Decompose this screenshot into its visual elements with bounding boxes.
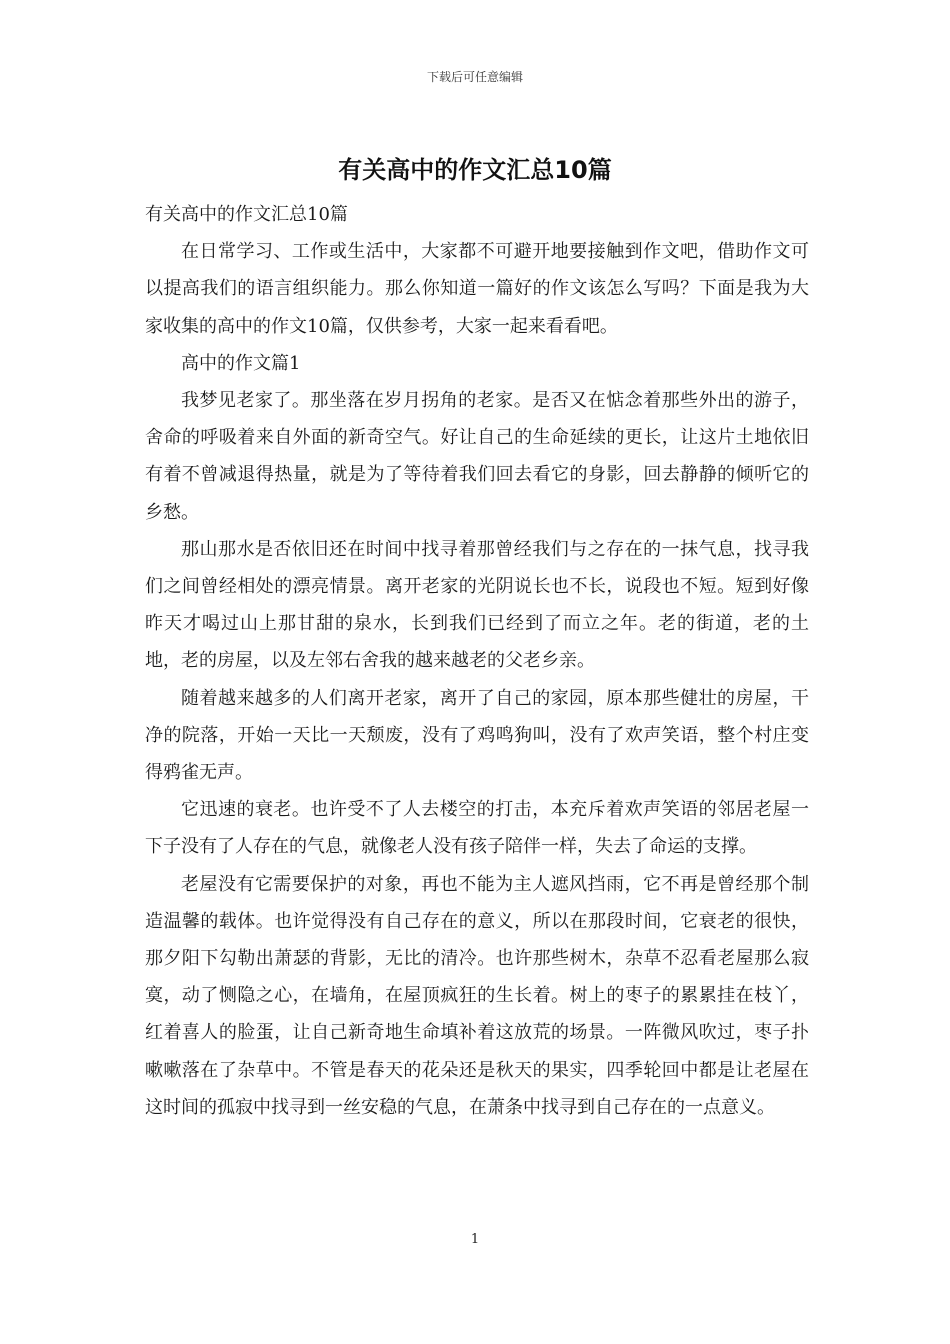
paragraph-intro: 在日常学习、工作或生活中，大家都不可避开地要接触到作文吧，借助作文可以提高我们的语言组织能力。那么你知道一篇好的作文该怎么写吗？下面是我为大家收集的高中的作文10篇，仅供参考，大家一起来看看吧。 [145,241,809,337]
document-subtitle: 有关高中的作文汇总10篇 [145,204,348,225]
paragraph: 那山那水是否依旧还在时间中找寻着那曾经我们与之存在的一抹气息，找寻我们之间曾经相处的漂亮情景。离开老家的光阴说长也不长，说段也不短。短到好像昨天才喝过山上那甘甜的泉水，长到我们已经到了而立之年。老的街道，老的土地，老的房屋，以及左邻右舍我的越来越老的父老乡亲。 [145,538,809,672]
header-note: 下载后可任意编辑 [426,70,523,84]
document-body [145,196,809,1126]
page-number: 1 [470,1232,480,1247]
paragraph: 我梦见老家了。那坐落在岁月拐角的老家。是否又在惦念着那些外出的游子，舍命的呼吸着来自外面的新奇空气。好让自己的生命延续的更长，让这片土地依旧有着不曾减退得热量，就是为了等待着我们回去看它的身影，回去静静的倾听它的乡愁。 [145,390,809,523]
section-heading: 高中的作文篇1 [181,352,301,374]
document-title: 有关高中的作文汇总10篇 [338,156,612,184]
paragraph: 随着越来越多的人们离开老家，离开了自己的家园，原本那些健壮的房屋，干净的院落，开始一天比一天颓废，没有了鸡鸣狗叫，没有了欢声笑语，整个村庄变得鸦雀无声。 [145,687,809,784]
paragraph: 它迅速的衰老。也许受不了人去楼空的打击，本充斥着欢声笑语的邻居老屋一下子没有了人存在的气息，就像老人没有孩子陪伴一样，失去了命运的支撑。 [145,799,809,858]
paragraph: 老屋没有它需要保护的对象，再也不能为主人遮风挡雨，它不再是曾经那个制造温馨的载体。也许觉得没有自己存在的意义，所以在那段时间，它衰老的很快，那夕阳下勾勒出萧瑟的背影，无比的清冷。也许那些树木，杂草不忍看老屋那么寂寞，动了恻隐之心，在墙角，在屋顶疯狂的生长着。树上的枣子的累累挂在枝丫，红着喜人的脸蛋，让自己新奇地生命填补着这放荒的场景。一阵微风吹过，枣子扑嗽嗽落在了杂草中。不管是春天的花朵还是秋天的果实，四季轮回中都是让老屋在这时间的孤寂中找寻到一丝安稳的气息，在萧条中找寻到自己存在的一点意义。 [145,873,809,1118]
